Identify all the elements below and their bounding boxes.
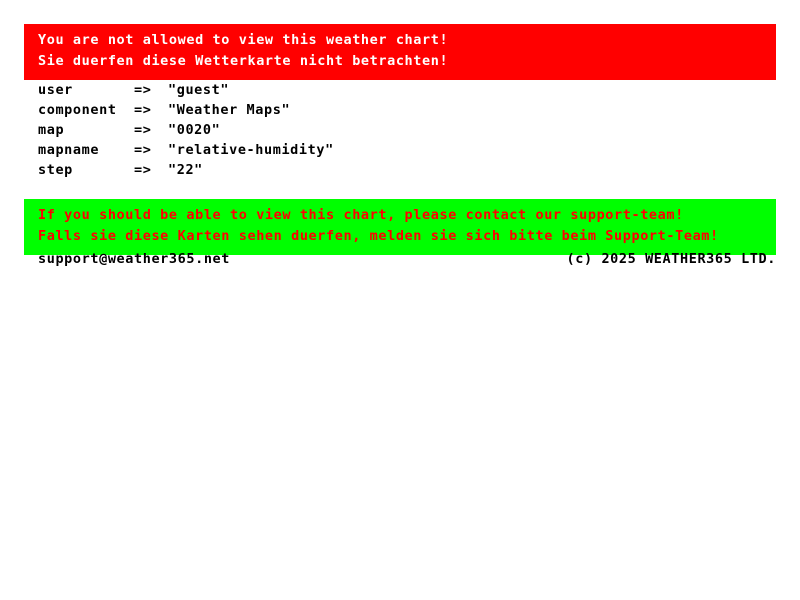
footer bbox=[38, 251, 776, 267]
param-key-map: map bbox=[38, 122, 65, 138]
table-row bbox=[38, 160, 334, 180]
table-row bbox=[38, 120, 334, 140]
param-arrow-step: => bbox=[134, 162, 152, 178]
param-key-step: step bbox=[38, 162, 73, 178]
access-denied-message-en: You are not allowed to view this weather chart! bbox=[38, 32, 449, 48]
param-value-component: "Weather Maps" bbox=[168, 102, 291, 118]
param-value-map: "0020" bbox=[168, 122, 221, 138]
support-banner bbox=[24, 199, 776, 255]
param-value-user: "guest" bbox=[168, 82, 230, 98]
support-email-link[interactable]: support@weather365.net bbox=[38, 251, 231, 267]
table-row bbox=[38, 140, 334, 160]
support-message-de: Falls sie diese Karten sehen duerfen, melden sie sich bitte beim Support-Team! bbox=[38, 228, 719, 244]
param-arrow-user: => bbox=[134, 82, 152, 98]
copyright-notice: (c) 2025 WEATHER365 LTD. bbox=[566, 251, 776, 267]
request-parameters-table bbox=[38, 80, 334, 180]
param-arrow-component: => bbox=[134, 102, 152, 118]
param-value-step: "22" bbox=[168, 162, 203, 178]
support-message-en: If you should be able to view this chart, please contact our support-team! bbox=[38, 207, 684, 223]
table-row bbox=[38, 100, 334, 120]
table-row bbox=[38, 80, 334, 100]
param-key-mapname: mapname bbox=[38, 142, 100, 158]
param-arrow-map: => bbox=[134, 122, 152, 138]
access-denied-banner bbox=[24, 24, 776, 80]
access-denied-message-de: Sie duerfen diese Wetterkarte nicht betrachten! bbox=[38, 53, 449, 69]
param-key-component: component bbox=[38, 102, 117, 118]
param-key-user: user bbox=[38, 82, 73, 98]
param-value-mapname: "relative-humidity" bbox=[168, 142, 334, 158]
param-arrow-mapname: => bbox=[134, 142, 152, 158]
